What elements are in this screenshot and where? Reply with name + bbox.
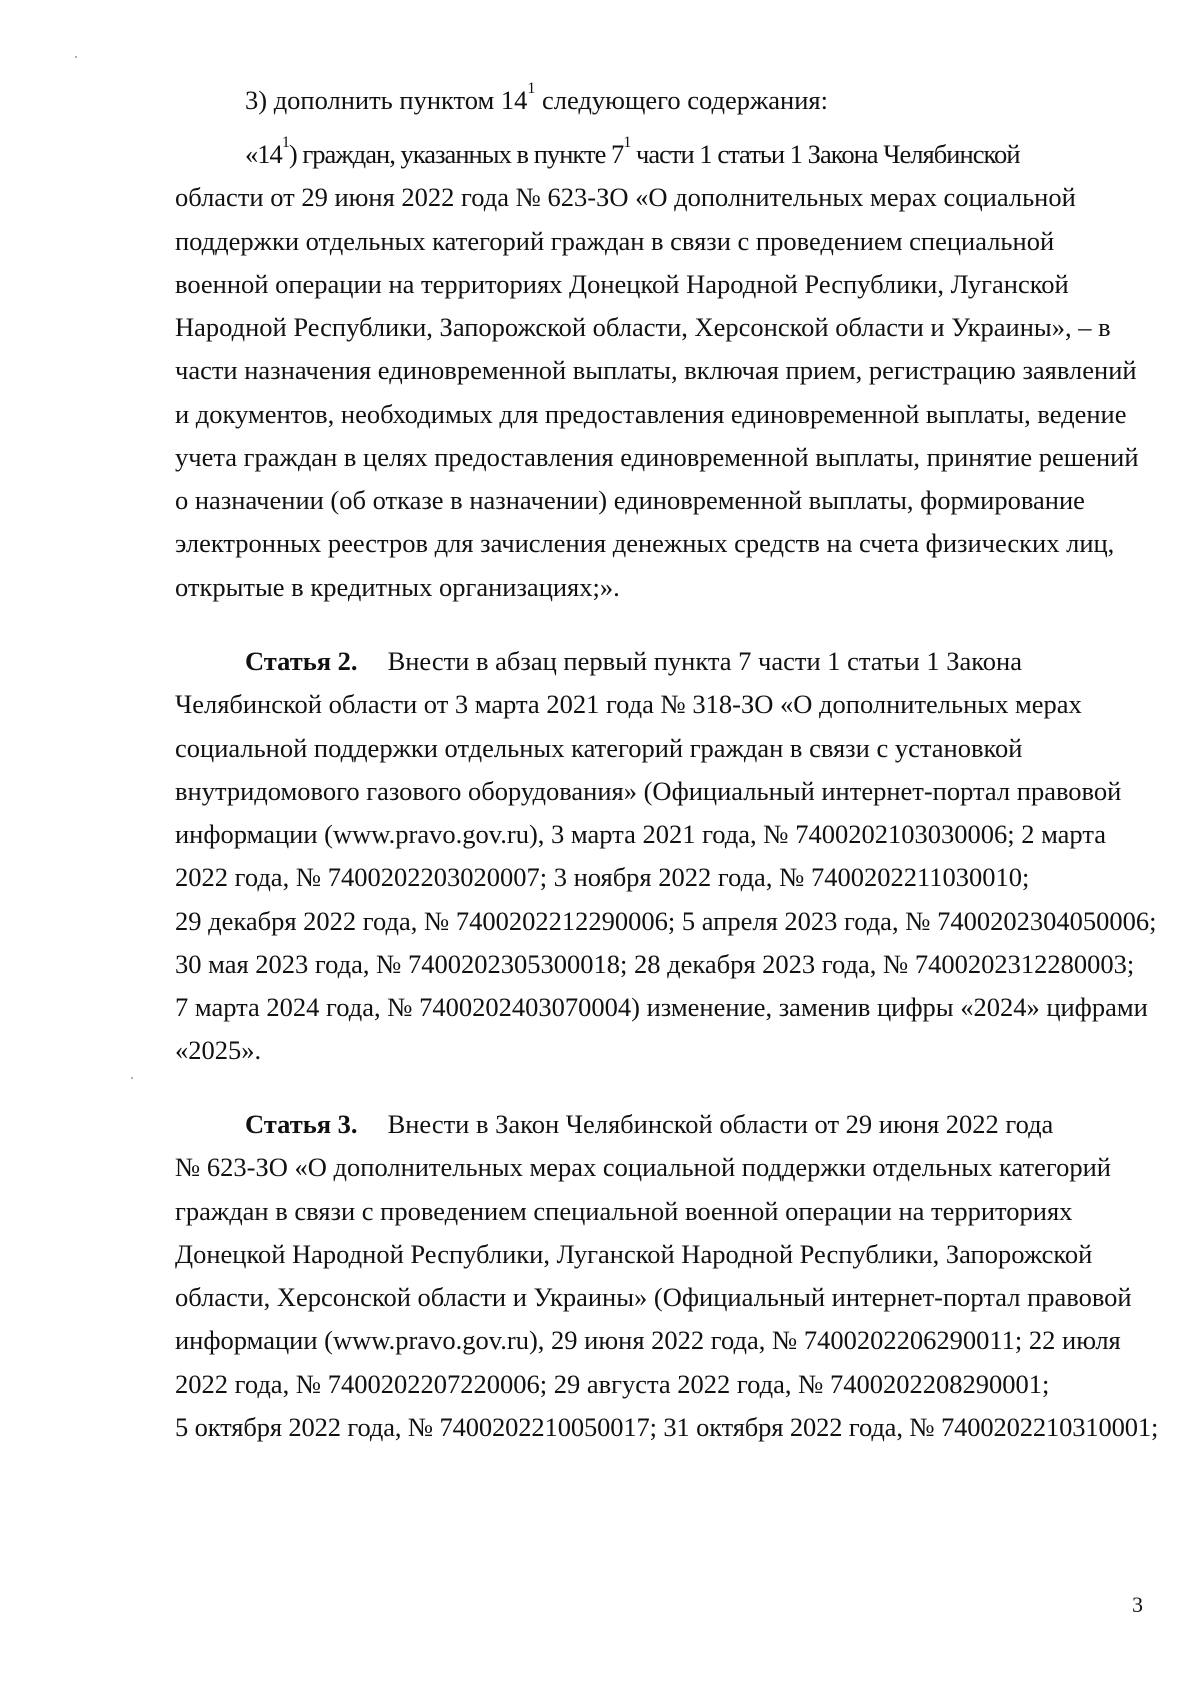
item-3-text: 3) дополнить пунктом $14^1$ следующего содержания: [245, 80, 828, 115]
article-3-line-2: № 623-ЗО «О дополнительных мерах социальной поддержки отдельных категорий [175, 1152, 1111, 1182]
item-14-line-3: поддержки отдельных категорий граждан в связи с проведением специальной [175, 226, 1055, 256]
article-2-line-9: 7 марта 2024 года, № 7400202403070004) изменение, заменив цифры «2024» цифрами [175, 992, 1148, 1022]
article-2-line-2: Челябинской области от 3 марта 2021 года № 318-ЗО «О дополнительных мерах [175, 689, 1082, 719]
article-2-line-3: социальной поддержки отдельных категорий граждан в связи с установкой [175, 733, 1023, 763]
item-14-line-5: Народной Республики, Запорожской области, Херсонской области и Украины», – в [175, 312, 1111, 342]
article-2-line-7: 29 декабря 2022 года, № 7400202212290006; 5 апреля 2023 года, № 7400202304050006; [175, 906, 1157, 936]
item-14-line-4: военной операции на территориях Донецкой Народной Республики, Луганской [175, 269, 1069, 299]
article-3-line-4: Донецкой Народной Республики, Луганской Народной Республики, Запорожской [175, 1239, 1093, 1269]
article-2-line-8: 30 мая 2023 года, № 7400202305300018; 28 декабря 2023 года, № 7400202312280003; [175, 949, 1135, 979]
page-number: 3 [1132, 1592, 1143, 1617]
article-3-line-6: информации (www.pravo.gov.ru), 29 июня 2022 года, № 7400202206290011; 22 июля [175, 1325, 1121, 1355]
article-2-line-6: 2022 года, № 7400202203020007; 3 ноября 2022 года, № 7400202211030010; [175, 862, 1030, 892]
item-14-line-6: части назначения единовременной выплаты, включая прием, регистрацию заявлений [175, 355, 1137, 385]
article-3-line-8: 5 октября 2022 года, № 7400202210050017; 31 октября 2022 года, № 7400202210310001; [175, 1412, 1159, 1442]
article-3-line-1: Статья 3. Внести в Закон Челябинской области от 29 июня 2022 года [245, 1109, 1054, 1139]
article-2-line-10: «2025». [175, 1035, 262, 1065]
item-14-line-2: области от 29 июня 2022 года № 623-ЗО «О дополнительных мерах социальной [175, 182, 1076, 212]
item-14-line-9: о назначении (об отказе в назначении) единовременной выплаты, формирование [175, 485, 1085, 515]
item-14-line-7: и документов, необходимых для предоставления единовременной выплаты, ведение [175, 399, 1127, 429]
item-14-line-1-text: «$14^1$) граждан, указанных в пункте $7^1$ части 1 статьи 1 Закона Челябинской [245, 134, 1020, 169]
article-3-line-3: граждан в связи с проведением специальной военной операции на территориях [175, 1196, 1073, 1226]
item-14-line-10: электронных реестров для зачисления денежных средств на счета физических лиц, [175, 528, 1115, 558]
item-14-line-11: открытые в кредитных организациях;». [175, 572, 620, 602]
article-2-heading: Статья 2. [245, 646, 358, 676]
article-3-heading: Статья 3. [245, 1109, 358, 1139]
article-3-line-5: области, Херсонской области и Украины» (Официальный интернет-портал правовой [175, 1282, 1132, 1312]
item-3-line [0, 78, 1200, 122]
item-14-line-8: учета граждан в целях предоставления единовременной выплаты, принятие решений [175, 442, 1139, 472]
article-3-line-7: 2022 года, № 7400202207220006; 29 августа 2022 года, № 7400202208290001; [175, 1369, 1050, 1399]
article-2-line-5: информации (www.pravo.gov.ru), 3 марта 2021 года, № 7400202103030006; 2 марта [175, 819, 1106, 849]
article-2-line-4: внутридомового газового оборудования» (Официальный интернет-портал правовой [175, 776, 1122, 806]
scan-speck [131, 1077, 133, 1079]
article-2-line-1: Статья 2. Внести в абзац первый пункта 7 части 1 статьи 1 Закона [245, 646, 1022, 676]
scan-speck [75, 56, 77, 58]
